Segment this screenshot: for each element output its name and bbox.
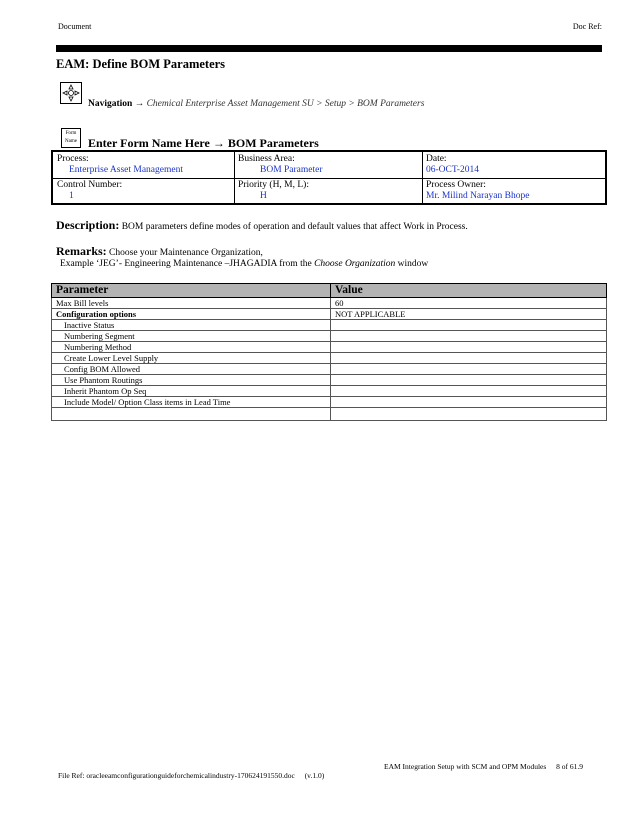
table-cell-value <box>331 342 607 353</box>
footer-file-ref-text: File Ref: oracleeamconfigurationguideforchemicalindustry-170624191550.doc <box>58 771 295 780</box>
priority-label: Priority (H, M, L): <box>238 180 309 190</box>
date-value: 06-OCT-2014 <box>426 165 479 175</box>
table-row <box>52 408 607 421</box>
process-owner-label: Process Owner: <box>426 180 486 190</box>
remarks-example-italic: Choose Organization <box>314 259 396 269</box>
form-icon-text-form: Form <box>65 131 77 136</box>
table-cell-parameter: Max Bill levels <box>52 298 331 309</box>
table-cell-value <box>331 375 607 386</box>
footer-title <box>384 762 583 771</box>
description <box>56 218 468 233</box>
table-cell-value <box>331 331 607 342</box>
process-owner-cell <box>426 180 529 202</box>
control-number-label: Control Number: <box>57 180 123 190</box>
remarks <box>56 244 263 259</box>
parameter-table <box>51 283 607 421</box>
remarks-example <box>60 259 428 269</box>
table-row <box>52 375 607 386</box>
form-name: BOM Parameters <box>227 136 319 150</box>
table-cell-parameter: Numbering Segment <box>52 331 331 342</box>
date-label: Date: <box>426 154 447 164</box>
table-cell-value <box>331 397 607 408</box>
form-name-line <box>88 136 319 151</box>
header-document-label: Document <box>58 22 92 31</box>
business-area-value: BOM Parameter <box>260 165 323 175</box>
table-row <box>52 353 607 364</box>
table-cell-value <box>331 320 607 331</box>
navigation-arrow-icon: → <box>134 99 145 109</box>
table-cell-value <box>331 408 607 421</box>
control-number-value: 1 <box>69 191 74 201</box>
table-row <box>52 386 607 397</box>
page-title: EAM: Define BOM Parameters <box>56 57 226 71</box>
table-cell-parameter: Numbering Method <box>52 342 331 353</box>
info-row-divider <box>53 178 605 179</box>
process-value: Enterprise Asset Management <box>69 165 183 175</box>
header-rule <box>56 45 602 52</box>
form-label: Enter Form Name Here <box>88 136 210 150</box>
table-cell-parameter: Config BOM Allowed <box>52 364 331 375</box>
navigation-path: Chemical Enterprise Asset Management SU > Setup > BOM Parameters <box>146 99 425 109</box>
remarks-text: Choose your Maintenance Organization, <box>109 248 263 258</box>
footer-page-number: 8 of 61.9 <box>556 762 584 771</box>
remarks-example-suffix: window <box>395 259 429 269</box>
table-cell-value: 60 <box>331 298 607 309</box>
header-doc-ref-label: Doc Ref: <box>572 22 602 31</box>
footer-version: (v.1.0) <box>304 771 325 780</box>
table-row <box>52 298 607 309</box>
table-header-row <box>52 284 607 298</box>
table-row <box>52 331 607 342</box>
form-arrow-icon: → <box>212 136 225 150</box>
date-cell <box>426 154 479 176</box>
table-row <box>52 342 607 353</box>
business-area-cell <box>238 154 323 176</box>
table-cell-parameter: Create Lower Level Supply <box>52 353 331 364</box>
table-cell-value <box>331 386 607 397</box>
table-cell-parameter: Include Model/ Option Class items in Lead Time <box>52 397 331 408</box>
priority-value: H <box>260 191 267 201</box>
table-header-value: Value <box>331 284 607 298</box>
navigation-line <box>88 99 424 109</box>
table-row <box>52 309 607 320</box>
table-row <box>52 320 607 331</box>
table-row <box>52 364 607 375</box>
description-label: Description: <box>56 218 120 232</box>
table-cell-value <box>331 353 607 364</box>
navigation-icon <box>60 82 82 104</box>
process-info-table <box>51 150 607 205</box>
footer-file-ref <box>58 771 324 780</box>
form-name-icon <box>61 128 81 148</box>
table-cell-value <box>331 364 607 375</box>
remarks-example-prefix: Example ‘JEG’- Engineering Maintenance –JHAGADIA from the <box>60 259 315 269</box>
navigation-label: Navigation <box>88 99 133 109</box>
form-icon-text-name: Name <box>65 139 77 144</box>
footer-module-text: EAM Integration Setup with SCM and OPM Modules <box>384 762 547 771</box>
priority-cell <box>238 180 309 202</box>
control-number-cell <box>57 180 122 202</box>
remarks-label: Remarks: <box>56 244 107 258</box>
table-header-parameter: Parameter <box>52 284 331 298</box>
business-area-label: Business Area: <box>238 154 295 164</box>
process-label: Process: <box>57 154 89 164</box>
description-text: BOM parameters define modes of operation and default values that affect Work in Process. <box>121 222 468 232</box>
table-cell-parameter <box>52 408 331 421</box>
table-cell-parameter: Inactive Status <box>52 320 331 331</box>
process-cell <box>57 154 183 176</box>
table-row <box>52 397 607 408</box>
table-cell-parameter: Use Phantom Routings <box>52 375 331 386</box>
process-owner-value: Mr. Milind Narayan Bhope <box>426 191 530 201</box>
table-cell-value: NOT APPLICABLE <box>331 309 607 320</box>
table-cell-parameter: Configuration options <box>52 309 331 320</box>
table-cell-parameter: Inherit Phantom Op Seq <box>52 386 331 397</box>
